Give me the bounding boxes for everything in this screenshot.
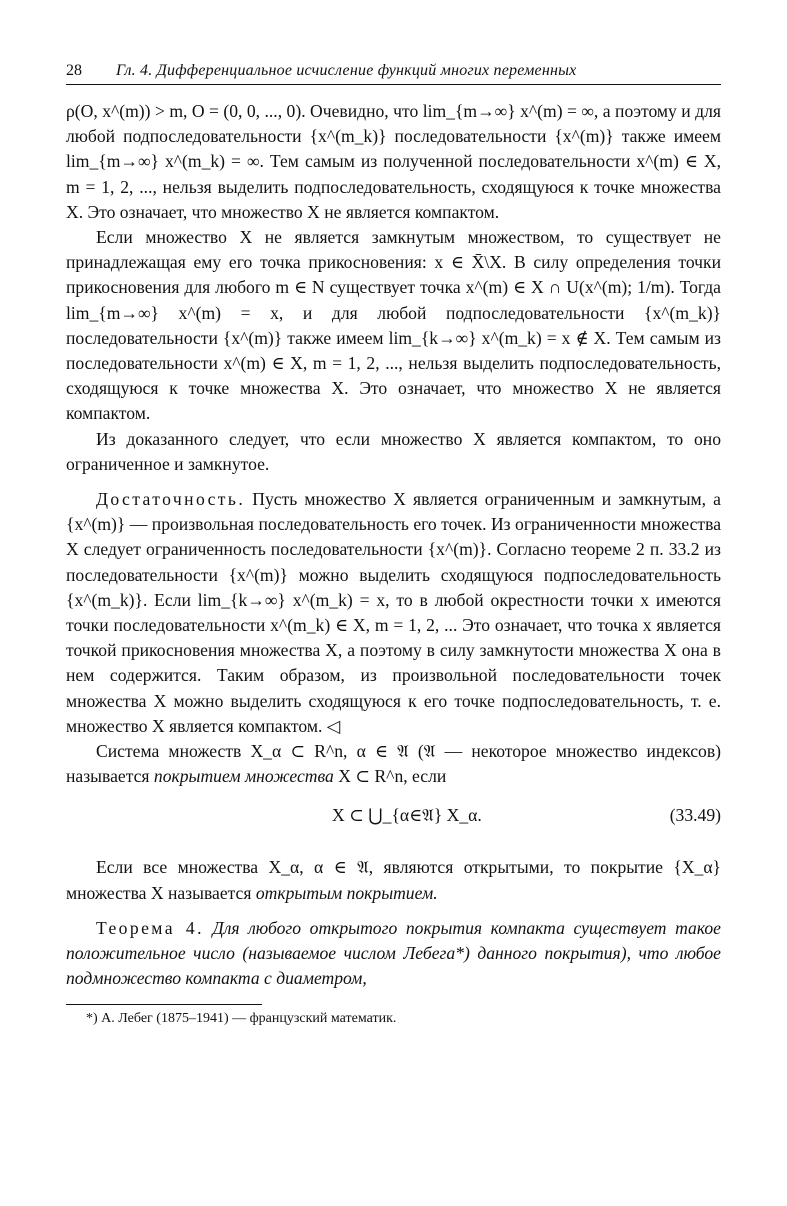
open-cover-term: открытым покрытием. bbox=[255, 882, 438, 903]
paragraph-cover-definition bbox=[66, 739, 721, 789]
page-number: 28 bbox=[66, 62, 82, 79]
theorem-text: Для любого открытого покрытия компакта существует такое положительное число (называемое числом Лебега*) данного покрытия), что любое подмножество компакта с диаметром, bbox=[66, 917, 721, 989]
running-header bbox=[66, 62, 721, 85]
paragraph-proof-not-closed: Если множество X не является замкнутым множеством, то существует не принадлежащая ему его точка прикосновения: x ∈ X̄\X. В силу определения точки прикосновения для любого m ∈ N существует точка x^(m) ∈ X ∩ U(x^(m); 1/m). Тогда lim_{m→∞} x^(m) = x, и для любой подпоследовательности {x^(m_k)} последовательности {x^(m)} также имеем lim_{k→∞} x^(m_k) = x ∉ X. Тем самым из последовательности x^(m) ∈ X, m = 1, 2, ..., нельзя выделить подпоследовательность, сходящуюся к точке множества X. Это означает, что множество X не является компактом. bbox=[66, 227, 721, 424]
text-body bbox=[66, 99, 721, 992]
equation-body: X ⊂ ⋃_{α∈𝔄} X_α. bbox=[332, 805, 482, 826]
cover-def-text-after: X ⊂ R^n, если bbox=[338, 766, 447, 787]
cover-def-text-before: Система множеств X_α ⊂ R^n, α ∈ 𝔄 (𝔄 — некоторое множество индексов) называется bbox=[66, 741, 721, 787]
paragraph-sufficiency bbox=[66, 487, 721, 739]
paragraph-conclusion: Из доказанного следует, что если множество X является компактом, то оно ограниченное и замкнутое. bbox=[66, 428, 721, 474]
paragraph-open-cover bbox=[66, 855, 721, 905]
equation-33-49 bbox=[66, 795, 721, 847]
sufficiency-label: Достаточность. bbox=[96, 489, 246, 510]
theorem-label: Теорема 4. bbox=[96, 917, 204, 938]
paragraph-theorem-4 bbox=[66, 916, 721, 992]
running-title: Гл. 4. Дифференциальное исчисление функций многих переменных bbox=[116, 62, 577, 79]
open-cover-text-before: Если все множества X_α, α ∈ 𝔄, являются открытыми, то покрытие {X_α} множества X называется bbox=[66, 857, 721, 903]
footnote-divider bbox=[66, 1004, 262, 1005]
cover-def-term: покрытием множества bbox=[153, 766, 334, 787]
equation-number: (33.49) bbox=[669, 805, 721, 826]
paragraph-proof-unbounded: ρ(O, x^(m)) > m, O = (0, 0, ..., 0). Очевидно, что lim_{m→∞} x^(m) = ∞, а поэтому и для любой подпоследовательности {x^(m_k)} последовательности {x^(m)} также имеем lim_{m→∞} x^(m_k) = ∞. Тем самым из полученной последовательности x^(m) ∈ X, m = 1, 2, ..., нельзя выделить подпоследовательность, сходящуюся к точке множества X. Это означает, что множество X не является компактом. bbox=[66, 101, 721, 222]
page bbox=[66, 62, 721, 1027]
footnote: *) А. Лебег (1875–1941) — французский математик. bbox=[86, 1010, 397, 1026]
sufficiency-text: Пусть множество X является ограниченным и замкнутым, а {x^(m)} — произвольная последовательность его точек. Из ограниченности множества X следует ограниченность последовательности {x^(m)}. Согласно теореме 2 п. 33.2 из последовательности {x^(m)} можно выделить сходящуюся подпоследовательность {x^(m_k)}. Если lim_{k→∞} x^(m_k) = x, то в любой окрестности точки x имеются точки последовательности x^(m_k) ∈ X, m = 1, 2, ... Это означает, что точка x является точкой прикосновения множества X, а поэтому в силу замкнутости множества X она в нем содержится. Таким образом, из произвольной последовательности точек множества X можно выделить сходящуюся к его точке подпоследовательность, т. е. множество X является компактом. ◁ bbox=[66, 489, 721, 736]
